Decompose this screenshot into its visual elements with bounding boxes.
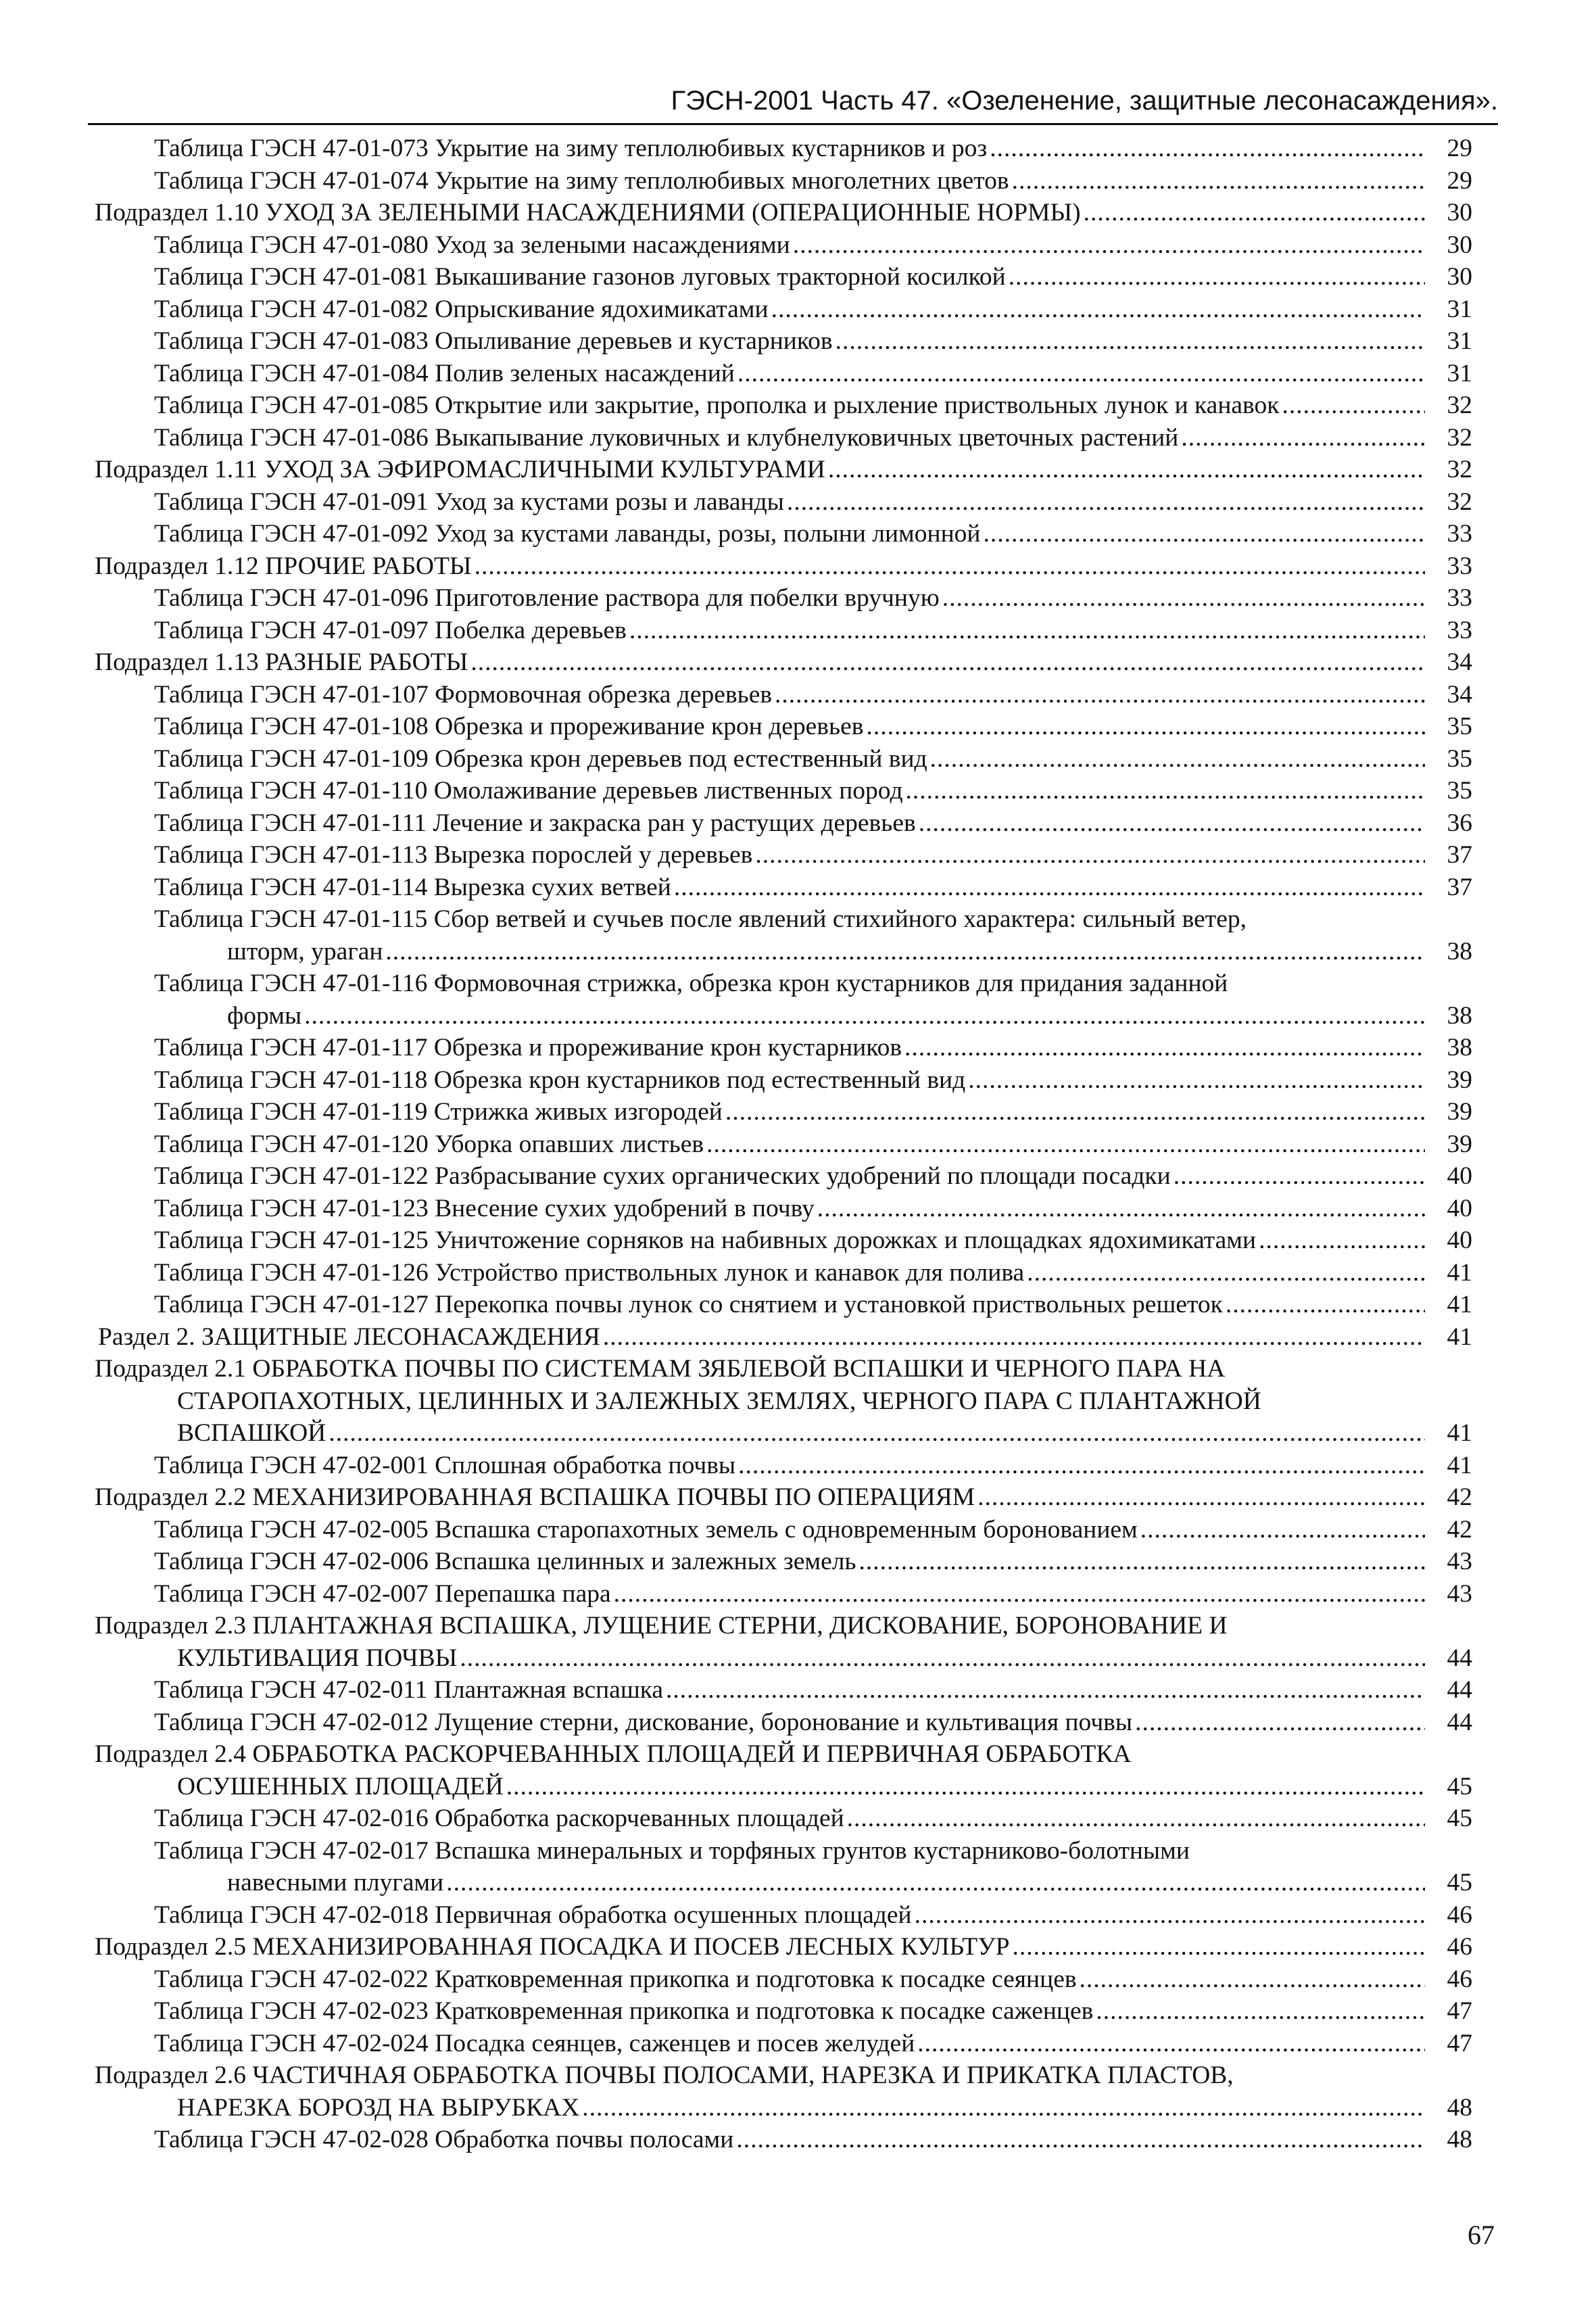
toc-entry-text: Подраздел 1.13 РАЗНЫЕ РАБОТЫ	[95, 648, 468, 676]
running-header	[88, 68, 1498, 125]
toc-entry-subsection	[0, 1610, 1596, 1674]
toc-entry-table	[0, 1707, 1596, 1739]
toc-entry-text: Таблица ГЭСН 47-01-096 Приготовление раствора для побелки вручную	[154, 584, 940, 612]
toc-entry-text: ОСУШЕННЫХ ПЛОЩАДЕЙ	[177, 1772, 504, 1800]
toc-page-number: 34	[1447, 680, 1472, 709]
toc-entry-text: Таблица ГЭСН 47-01-082 Опрыскивание ядохимикатами	[154, 295, 769, 323]
toc-page-number: 45	[1447, 1772, 1472, 1800]
toc-page-number: 47	[1447, 2029, 1472, 2057]
toc-entry-table	[0, 711, 1596, 743]
toc-entry-text: Таблица ГЭСН 47-01-119 Стрижка живых изгородей	[154, 1098, 723, 1126]
toc-page-number: 35	[1447, 777, 1472, 805]
toc-entry-text: Таблица ГЭСН 47-01-114 Вырезка сухих ветвей	[154, 873, 671, 901]
toc-entry-text: Подраздел 1.12 ПРОЧИЕ РАБОТЫ	[95, 552, 472, 580]
toc-page-number: 37	[1447, 841, 1472, 869]
toc-entry-table	[0, 1963, 1596, 1996]
toc-entry-table	[0, 229, 1596, 262]
toc-page-number: 44	[1447, 1644, 1472, 1672]
toc-page-number: 29	[1447, 135, 1472, 162]
toc-leader-dots	[475, 550, 1425, 583]
toc-leader-dots	[915, 1899, 1425, 1932]
toc-leader-dots	[990, 133, 1425, 165]
toc-page-number: 45	[1447, 1805, 1472, 1832]
page-number: 67	[1468, 2220, 1495, 2250]
toc-entry-table	[0, 389, 1596, 422]
toc-page-number: 33	[1447, 584, 1472, 612]
toc-entry-text: Таблица ГЭСН 47-02-024 Посадка сеянцев, саженцев и посев желудей	[154, 2029, 915, 2057]
toc-leader-dots	[930, 743, 1425, 775]
toc-entry-table	[0, 1032, 1596, 1064]
toc-leader-dots	[1013, 1931, 1425, 1963]
toc-entry-text: Раздел 2. ЗАЩИТНЫЕ ЛЕСОНАСАЖДЕНИЯ	[98, 1322, 600, 1351]
toc-entry-text: Таблица ГЭСН 47-01-126 Устройство приствольных лунок и канавок для полива	[154, 1258, 1025, 1287]
toc-entry-text: НАРЕЗКА БОРОЗД НА ВЫРУБКАХ	[177, 2093, 580, 2122]
toc-page-number: 40	[1447, 1162, 1472, 1190]
toc-entry-table	[0, 165, 1596, 197]
toc-entry-text: Таблица ГЭСН 47-01-125 Уничтожение сорняков на набивных дорожках и площадках ядохимикатами	[154, 1226, 1257, 1254]
toc-page-number: 48	[1447, 2126, 1472, 2153]
toc-page-number: 44	[1447, 1708, 1472, 1736]
toc-entry-text: Подраздел 2.1 ОБРАБОТКА ПОЧВЫ ПО СИСТЕМАМ ЗЯБЛЕВОЙ ВСПАШКИ И ЧЕРНОГО ПАРА НА	[95, 1355, 1226, 1383]
toc-leader-dots	[836, 325, 1425, 358]
toc-entry-text: Таблица ГЭСН 47-01-109 Обрезка крон деревьев под естественный вид	[154, 744, 927, 773]
toc-leader-dots	[1181, 422, 1425, 454]
toc-entry-text: Таблица ГЭСН 47-02-023 Кратковременная прикопка и подготовка к посадке саженцев	[154, 1997, 1094, 2025]
toc-entry-table	[0, 1578, 1596, 1610]
toc-entry-table	[0, 1546, 1596, 1578]
toc-entry-table	[0, 1514, 1596, 1546]
toc-page-number: 42	[1447, 1483, 1472, 1511]
toc-entry-text: Таблица ГЭСН 47-02-011 Плантажная вспашка	[154, 1676, 664, 1704]
toc-leader-dots	[755, 839, 1425, 872]
toc-entry-table	[0, 1289, 1596, 1321]
toc-leader-dots	[506, 1771, 1425, 1803]
toc-entry-text: Таблица ГЭСН 47-01-084 Полив зеленых насаждений	[154, 359, 735, 387]
toc-entry-text: Таблица ГЭСН 47-02-022 Кратковременная прикопка и подготовка к посадке сеянцев	[154, 1965, 1077, 1993]
toc-leader-dots	[847, 1803, 1425, 1835]
toc-leader-dots	[666, 1674, 1425, 1707]
toc-leader-dots	[775, 679, 1425, 711]
toc-page-number: 40	[1447, 1226, 1472, 1254]
toc-entry-table	[0, 486, 1596, 519]
toc-entry-text: Таблица ГЭСН 47-02-016 Обработка раскорчеванных площадей	[154, 1805, 844, 1832]
toc-entry-table	[0, 1450, 1596, 1482]
toc-leader-dots	[1226, 1289, 1425, 1321]
toc-entry-text: Таблица ГЭСН 47-01-116 Формовочная стрижка, обрезка крон кустарников для придания заданной	[154, 970, 1228, 997]
toc-leader-dots	[304, 1000, 1425, 1032]
toc-page-number: 38	[1447, 1001, 1472, 1030]
toc-page-number: 35	[1447, 713, 1472, 740]
toc-leader-dots	[1135, 1707, 1425, 1739]
toc-entry-table	[0, 968, 1596, 1032]
toc-entry-table	[0, 1193, 1596, 1225]
toc-entry-text: Таблица ГЭСН 47-02-005 Вспашка старопахотных земель с одновременным боронованием	[154, 1515, 1138, 1544]
toc-page-number: 30	[1447, 231, 1472, 259]
toc-leader-dots	[582, 2092, 1425, 2124]
toc-entry-table	[0, 325, 1596, 358]
toc-entry-text: Подраздел 2.2 МЕХАНИЗИРОВАННАЯ ВСПАШКА ПОЧВЫ ПО ОПЕРАЦИЯМ	[95, 1483, 975, 1511]
toc-page-number: 30	[1447, 263, 1472, 291]
toc-entry-text: Таблица ГЭСН 47-01-074 Укрытие на зиму теплолюбивых многолетних цветов	[154, 166, 1009, 195]
toc-leader-dots	[859, 1546, 1425, 1578]
toc-leader-dots	[917, 2028, 1425, 2060]
toc-entry-text: Таблица ГЭСН 47-01-118 Обрезка крон кустарников под естественный вид	[154, 1066, 966, 1094]
toc-page-number: 43	[1447, 1579, 1472, 1608]
toc-entry-table	[0, 872, 1596, 904]
toc-leader-dots	[1140, 1514, 1425, 1546]
toc-entry-text: Подраздел 2.3 ПЛАНТАЖНАЯ ВСПАШКА, ЛУЩЕНИЕ СТЕРНИ, ДИСКОВАНИЕ, БОРОНОВАНИЕ И	[95, 1612, 1228, 1640]
toc-entry-text: шторм, ураган	[227, 937, 383, 965]
toc-entry-text: навесными плугами	[227, 1869, 444, 1896]
toc-page-number: 47	[1447, 1997, 1472, 2025]
toc-entry-table	[0, 1064, 1596, 1097]
toc-entry-subsection	[0, 197, 1596, 229]
toc-entry-table	[0, 133, 1596, 165]
toc-entry-table	[0, 358, 1596, 390]
toc-leader-dots	[725, 1096, 1425, 1128]
toc-page-number: 32	[1447, 391, 1472, 419]
toc-entry-table	[0, 518, 1596, 550]
toc-page-number: 42	[1447, 1515, 1472, 1544]
toc-page-number: 38	[1447, 1034, 1472, 1061]
toc-page-number: 29	[1447, 166, 1472, 195]
toc-page-number: 31	[1447, 295, 1472, 323]
toc-entry-text: Таблица ГЭСН 47-02-028 Обработка почвы полосами	[154, 2126, 734, 2153]
toc-page-number: 32	[1447, 487, 1472, 516]
toc-leader-dots	[977, 1481, 1425, 1514]
toc-entry-text: Таблица ГЭСН 47-02-018 Первичная обработка осушенных площадей	[154, 1901, 912, 1929]
toc-page-number: 35	[1447, 744, 1472, 773]
toc-page-number: 46	[1447, 1901, 1472, 1929]
toc-entry-table	[0, 1995, 1596, 2028]
toc-entry-table	[0, 839, 1596, 872]
toc-leader-dots	[629, 615, 1425, 647]
toc-leader-dots	[1084, 197, 1425, 229]
toc-entry-table	[0, 679, 1596, 711]
toc-leader-dots	[614, 1578, 1425, 1610]
toc-entry-text: Таблица ГЭСН 47-01-080 Уход за зелеными насаждениями	[154, 231, 790, 259]
toc-entry-subsection	[0, 1353, 1596, 1450]
toc-entry-table	[0, 1224, 1596, 1257]
toc-leader-dots	[1259, 1224, 1425, 1257]
toc-page-number: 33	[1447, 616, 1472, 644]
toc-entry-text: Таблица ГЭСН 47-02-012 Лущение стерни, дискование, боронование и культивация почвы	[154, 1708, 1133, 1736]
toc-entry-section	[0, 1321, 1596, 1354]
toc-leader-dots	[737, 358, 1425, 390]
toc-entry-text: СТАРОПАХОТНЫХ, ЦЕЛИННЫХ И ЗАЛЕЖНЫХ ЗЕМЛЯХ, ЧЕРНОГО ПАРА С ПЛАНТАЖНОЙ	[177, 1387, 1261, 1415]
toc-entry-text: Таблица ГЭСН 47-01-081 Выкашивание газонов луговых тракторной косилкой	[154, 263, 1006, 291]
toc-entry-table	[0, 743, 1596, 775]
toc-leader-dots	[817, 1193, 1425, 1225]
toc-entry-table	[0, 293, 1596, 326]
toc-entry-table	[0, 422, 1596, 454]
toc-entry-text: Таблица ГЭСН 47-01-073 Укрытие на зиму теплолюбивых кустарников и роз	[154, 135, 988, 162]
toc-entry-table	[0, 807, 1596, 840]
toc-leader-dots	[904, 1032, 1425, 1064]
toc-entry-text: Таблица ГЭСН 47-01-097 Побелка деревьев	[154, 616, 627, 644]
toc-entry-text: Таблица ГЭСН 47-02-006 Вспашка целинных и залежных земель	[154, 1548, 856, 1575]
toc-entry-subsection	[0, 1481, 1596, 1514]
toc-entry-subsection	[0, 646, 1596, 679]
toc-leader-dots	[736, 2124, 1425, 2156]
toc-page-number: 39	[1447, 1130, 1472, 1158]
toc-leader-dots	[1174, 1160, 1425, 1193]
toc-page-number: 41	[1447, 1291, 1472, 1318]
toc-page-number: 41	[1447, 1322, 1472, 1351]
toc-leader-dots	[866, 711, 1425, 743]
toc-leader-dots	[906, 775, 1425, 807]
toc-entry-table	[0, 1899, 1596, 1932]
toc-entry-text: Подраздел 2.4 ОБРАБОТКА РАСКОРЧЕВАННЫХ ПЛОЩАДЕЙ И ПЕРВИЧНАЯ ОБРАБОТКА	[95, 1740, 1132, 1768]
toc-entry-table	[0, 1128, 1596, 1161]
toc-entry-text: Таблица ГЭСН 47-01-086 Выкапывание луковичных и клубнелуковичных цветочных растений	[154, 423, 1179, 452]
toc-leader-dots	[1282, 389, 1425, 422]
toc-leader-dots	[385, 936, 1425, 968]
toc-entry-text: Таблица ГЭСН 47-01-122 Разбрасывание сухих органических удобрений по площади посадки	[154, 1162, 1171, 1190]
toc-leader-dots	[919, 807, 1425, 840]
toc-entry-text: Таблица ГЭСН 47-01-123 Внесение сухих удобрений в почву	[154, 1194, 815, 1222]
toc-page-number: 37	[1447, 873, 1472, 901]
toc-page-number: 48	[1447, 2093, 1472, 2122]
toc-entry-text: Подраздел 2.5 МЕХАНИЗИРОВАННАЯ ПОСАДКА И ПОСЕВ ЛЕСНЫХ КУЛЬТУР	[95, 1933, 1010, 1961]
toc-page-number: 32	[1447, 456, 1472, 483]
toc-page-number: 46	[1447, 1965, 1472, 1993]
toc-entry-subsection	[0, 454, 1596, 486]
toc-leader-dots	[1027, 1257, 1425, 1289]
toc-page-number: 31	[1447, 327, 1472, 355]
toc-entry-text: Таблица ГЭСН 47-01-111 Лечение и закраска ран у растущих деревьев	[154, 809, 916, 837]
toc-page-number: 33	[1447, 520, 1472, 548]
toc-entry-text: Таблица ГЭСН 47-02-017 Вспашка минеральных и торфяных грунтов кустарниково-болотными	[154, 1836, 1190, 1865]
toc-entry-text: Таблица ГЭСН 47-01-108 Обрезка и прореживание крон деревьев	[154, 713, 864, 740]
toc-entry-text: ВСПАШКОЙ	[177, 1419, 327, 1447]
toc-leader-dots	[828, 454, 1425, 486]
toc-page-number: 33	[1447, 552, 1472, 580]
toc-page-number: 41	[1447, 1451, 1472, 1479]
toc-leader-dots	[1012, 165, 1425, 197]
toc-leader-dots	[603, 1321, 1425, 1354]
toc-page-number: 41	[1447, 1258, 1472, 1287]
toc-entry-subsection	[0, 1738, 1596, 1803]
toc-entry-text: Таблица ГЭСН 47-01-127 Перекопка почвы лунок со снятием и установкой приствольных решеток	[154, 1291, 1223, 1318]
toc-entry-text: Таблица ГЭСН 47-01-085 Открытие или закрытие, прополка и рыхление приствольных лунок и канавок	[154, 391, 1280, 419]
toc-entry-table	[0, 1835, 1596, 1899]
toc-page-number: 36	[1447, 809, 1472, 837]
toc-leader-dots	[460, 1642, 1425, 1675]
toc-page-number: 30	[1447, 199, 1472, 226]
toc-leader-dots	[968, 1064, 1425, 1097]
toc-page-number: 46	[1447, 1933, 1472, 1961]
toc-entry-text: Подраздел 1.10 УХОД ЗА ЗЕЛЕНЫМИ НАСАЖДЕНИЯМИ (ОПЕРАЦИОННЫЕ НОРМЫ)	[95, 199, 1081, 226]
toc-entry-text: Таблица ГЭСН 47-01-091 Уход за кустами розы и лаванды	[154, 487, 784, 516]
running-header-title: ГЭСН-2001 Часть 47. «Озеленение, защитные лесонасаждения».	[671, 86, 1498, 116]
toc-page-number: 44	[1447, 1676, 1472, 1704]
toc-entry-table	[0, 1160, 1596, 1193]
toc-page-number: 39	[1447, 1066, 1472, 1094]
toc-page-number: 31	[1447, 359, 1472, 387]
toc-entry-text: Таблица ГЭСН 47-02-007 Перепашка пара	[154, 1579, 611, 1608]
toc-leader-dots	[793, 229, 1425, 262]
toc-leader-dots	[771, 293, 1425, 326]
toc-page-number: 38	[1447, 937, 1472, 965]
toc-leader-dots	[738, 1450, 1425, 1482]
toc-leader-dots	[1009, 261, 1425, 293]
toc-entry-table	[0, 1096, 1596, 1128]
toc-entry-subsection	[0, 2059, 1596, 2124]
toc-page-number: 34	[1447, 648, 1472, 676]
toc-entry-text: Таблица ГЭСН 47-02-001 Сплошная обработка почвы	[154, 1451, 736, 1479]
toc-entry-text: Таблица ГЭСН 47-01-092 Уход за кустами лаванды, розы, полыни лимонной	[154, 520, 981, 548]
toc-entry-text: КУЛЬТИВАЦИЯ ПОЧВЫ	[177, 1644, 458, 1672]
toc-leader-dots	[674, 872, 1425, 904]
toc-entry-table	[0, 615, 1596, 647]
toc-entry-text: Таблица ГЭСН 47-01-117 Обрезка и прореживание крон кустарников	[154, 1034, 902, 1061]
toc-entry-table	[0, 582, 1596, 615]
toc-entry-text: Таблица ГЭСН 47-01-083 Опыливание деревьев и кустарников	[154, 327, 833, 355]
toc-page-number: 39	[1447, 1098, 1472, 1126]
toc-entry-text: Таблица ГЭСН 47-01-110 Омолаживание деревьев лиственных пород	[154, 777, 903, 805]
toc-leader-dots	[1096, 1995, 1425, 2028]
toc-entry-text: Таблица ГЭСН 47-01-107 Формовочная обрезка деревьев	[154, 680, 773, 709]
toc-entry-table	[0, 903, 1596, 968]
toc-entry-table	[0, 1674, 1596, 1707]
toc-page-number: 32	[1447, 423, 1472, 452]
toc-leader-dots	[942, 582, 1425, 615]
toc-entry-table	[0, 1803, 1596, 1835]
toc-page-number: 45	[1447, 1869, 1472, 1896]
toc-leader-dots	[787, 486, 1425, 519]
toc-leader-dots	[706, 1128, 1425, 1161]
toc-leader-dots	[1080, 1963, 1425, 1996]
toc-leader-dots	[984, 518, 1426, 550]
toc-entry-subsection	[0, 1931, 1596, 1963]
toc-entry-subsection	[0, 550, 1596, 583]
toc-entry-table	[0, 2124, 1596, 2156]
toc-page-number: 40	[1447, 1194, 1472, 1222]
toc-entry-table	[0, 2028, 1596, 2060]
toc-page-number: 43	[1447, 1548, 1472, 1575]
toc-leader-dots	[470, 646, 1425, 679]
toc-entry-text: формы	[227, 1001, 302, 1030]
toc-page-number: 41	[1447, 1419, 1472, 1447]
toc-leader-dots	[446, 1867, 1425, 1899]
toc-entry-table	[0, 775, 1596, 807]
toc-entry-text: Подраздел 2.6 ЧАСТИЧНАЯ ОБРАБОТКА ПОЧВЫ ПОЛОСАМИ, НАРЕЗКА И ПРИКАТКА ПЛАСТОВ,	[95, 2061, 1234, 2089]
toc-entry-text: Таблица ГЭСН 47-01-115 Сбор ветвей и сучьев после явлений стихийного характера: сильный ветер,	[154, 905, 1247, 933]
toc-entry-text: Таблица ГЭСН 47-01-113 Вырезка порослей у деревьев	[154, 841, 753, 869]
toc-entry-table	[0, 261, 1596, 293]
toc-entry-text: Таблица ГЭСН 47-01-120 Уборка опавших листьев	[154, 1130, 704, 1158]
toc-leader-dots	[329, 1417, 1425, 1450]
toc-entry-text: Подраздел 1.11 УХОД ЗА ЭФИРОМАСЛИЧНЫМИ КУЛЬТУРАМИ	[95, 456, 825, 483]
toc-entry-table	[0, 1257, 1596, 1289]
